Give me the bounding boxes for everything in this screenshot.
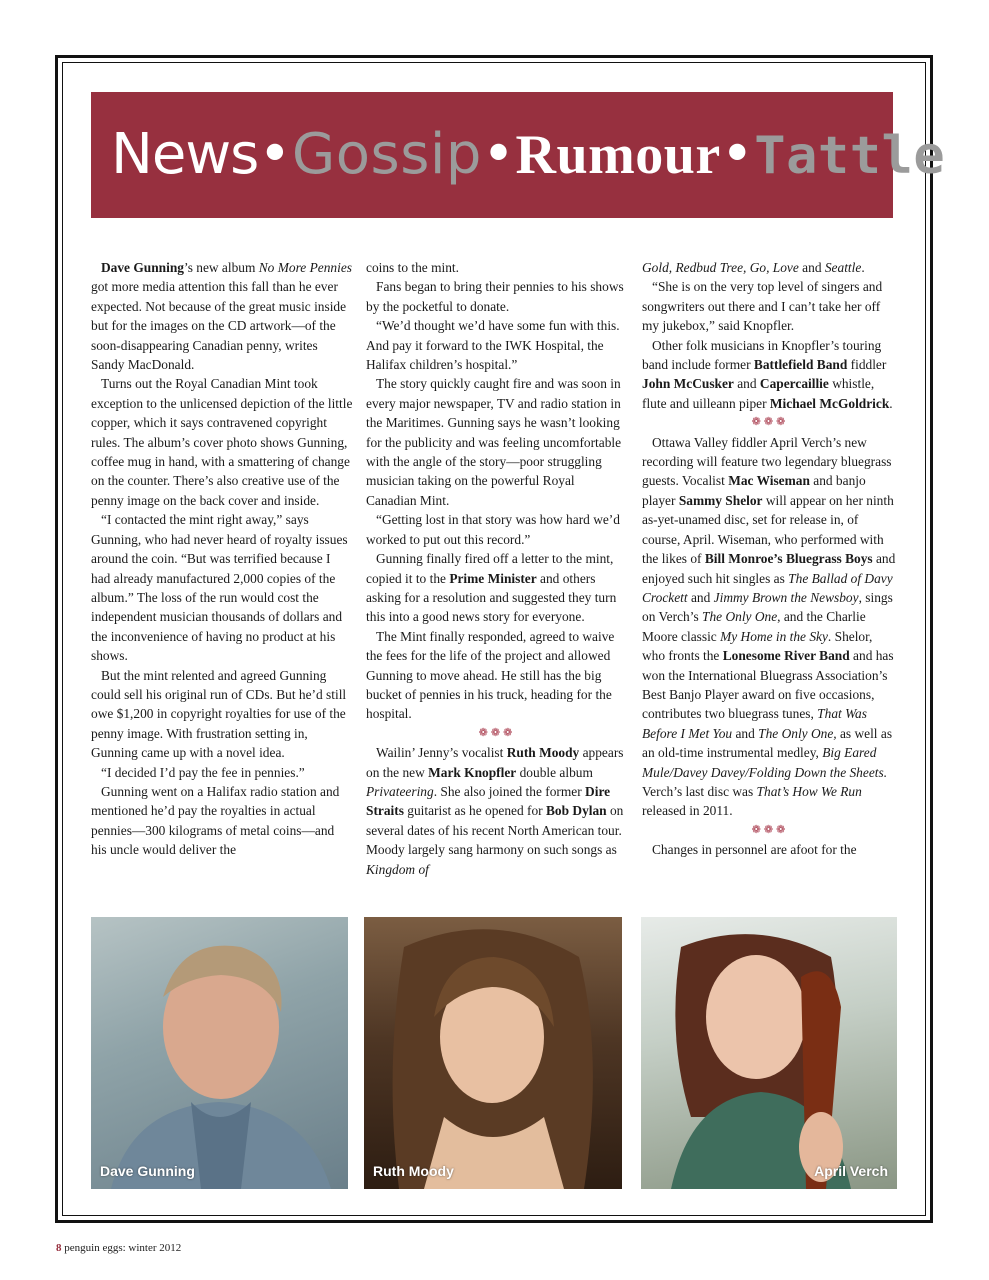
text-run: . [861,260,865,275]
banner-title [111,120,945,191]
name-bold: Sammy Shelor [678,492,763,508]
portrait-illustration [641,917,897,1189]
photo-caption: April Verch [814,1163,888,1179]
text-run: double album [516,764,593,780]
song-title: Seattle [824,260,862,275]
album-title: That’s How We Run [756,783,862,799]
text-run: and [687,589,714,605]
text-run: . [889,395,893,411]
publication-info: penguin eggs: winter 2012 [61,1242,182,1254]
song-title: Kingdom of [366,861,429,877]
name-bold: Mac Wiseman [728,473,810,489]
text-run: and others asking for a resolution and suggested they turn this into a good news story for everyone. [366,570,617,625]
text-run: and [733,376,760,392]
text-run: on several dates of his recent North American tour. Moody largely sang harmony on such songs as [366,803,624,858]
ornament-glyphs: ❁❁❁ [751,416,789,429]
banner-bullet: • [258,122,292,187]
album-title: No More Pennies [258,260,352,275]
name-bold: Bob Dylan [545,803,607,819]
name-bold: Prime Minister [449,570,537,586]
page-footer [56,1242,181,1254]
song-title: The Ballad of Davy Crockett [642,570,893,605]
paragraph [642,258,898,277]
article-column-2 [366,258,628,879]
name-bold: Bill Monroe’s Bluegrass Boys [704,551,873,567]
banner-word-gossip: Gossip [291,122,482,187]
name-bold: Lonesome River Band [722,648,850,664]
text-run: Other folk musicians in Knopfler’s touring band include former [642,337,882,373]
paragraph: “I contacted the mint right away,” says Gunning, who had never heard of royalty issues around the coin. “But was terrified because I had already manufactured 2,000 copies of the album.” The loss of the run would cost the independent musician thousands of dollars and the inconvenience of having no product at his shows. [91,512,348,664]
text-run: Ottawa Valley fiddler April Verch’s new recording will feature two legendary bluegrass guests. Vocalist [642,434,892,489]
article-column-1 [91,258,353,860]
text-run: guitarist as he opened for [403,803,546,819]
paragraph: “She is on the very top level of singers and songwriters out there and I can’t take her off my jukebox,” said Knopfler. [642,279,883,334]
page-number: 8 [56,1242,62,1254]
photo-caption: Dave Gunning [100,1163,195,1179]
text-run: and enjoyed such hit singles as [642,551,896,586]
photo-april-verch [641,917,897,1189]
section-ornament [366,724,628,743]
song-title: The Only One [702,609,778,625]
banner-word-news: News [111,122,259,187]
banner-word-tattle: Tattle [754,126,946,186]
paragraph [366,743,628,879]
paragraph: Turns out the Royal Canadian Mint took exception to the unlicensed depiction of the little copper, which it says contravened copyright rules. The album’s cover photo shows Gunning, coffee mug in hand, with a smattering of change on the counter. There’s also creative use of the penny image on the back cover and inside. [91,376,353,508]
name-bold: Mark Knopfler [428,764,517,780]
paragraph: But the mint relented and agreed Gunning could sell his original run of CDs. But he’d still owe $1,200 in copyright royalties for use of the penny image. With frustration setting in, Gunning came up with a novel idea. [91,667,347,761]
name-bold: Michael McGoldrick [769,395,890,411]
song-title: Big Eared Mule/Davey Davey/Folding Down the Sheets. [642,745,888,780]
text-run: appears on the new [366,745,624,780]
photo-caption: Ruth Moody [373,1163,454,1179]
text-run: ’s new album [183,260,259,275]
paragraph [642,336,898,414]
photo-dave-gunning [91,917,348,1189]
banner-bullet: • [481,122,516,187]
song-title: That Was Before I Met You [642,706,867,741]
name-bold: John McCusker [642,376,734,392]
paragraph: “I decided I’d pay the fee in pennies.” [101,764,305,780]
song-title: Jimmy Brown the Newsboy [713,589,859,605]
song-title: The Only One, [758,725,837,741]
paragraph: Fans began to bring their pennies to his shows by the pocketful to donate. [366,279,624,314]
text-run: and has won the International Bluegrass Association’s Best Banjo Player award on five occasions, contributes two bluegrass tunes, [642,648,894,722]
section-ornament [642,413,898,432]
song-title: My Home in the Sky [720,628,828,644]
name-bold: Capercaillie [759,376,829,392]
paragraph: coins to the mint. [366,260,459,275]
text-run: released in 2011. [642,803,733,819]
text-run: . Shelor, who fronts the [642,628,873,664]
paragraph [91,258,353,374]
name-bold: Ruth Moody [506,745,580,761]
text-run: Verch’s last disc was [642,783,757,799]
paragraph [366,549,628,627]
portrait-illustration [91,917,348,1189]
name-bold: Battlefield Band [753,357,848,373]
photo-ruth-moody [364,917,622,1189]
paragraph: Gunning went on a Halifax radio station and mentioned he’d pay the royalties in actual pennies—300 kilograms of metal coins—and his uncle would deliver the [91,783,340,858]
text-run: and [732,725,759,741]
name-bold: Dire Straits [366,783,611,819]
text-run: Gunning finally fired off a letter to the mint, copied it to the [366,551,614,586]
text-run: Wailin’ Jenny’s vocalist [376,745,507,761]
article-column-3 [642,258,898,860]
paragraph: Changes in personnel are afoot for the [652,842,857,858]
paragraph: “Getting lost in that story was how hard we’d worked to put out this record.” [366,512,620,547]
ornament-glyphs: ❁❁❁ [478,726,516,739]
name-bold: Dave Gunning [101,260,184,275]
text-run: as well as an old-time instrumental medley, [642,725,893,761]
paragraph: The Mint finally responded, agreed to waive the fees for the life of the project and allowed Gunning to move ahead. He still has the big bucket of pennies in his truck, heading for the hospital. [366,628,615,722]
portrait-illustration [364,917,622,1189]
text-run: fiddler [847,357,887,373]
text-run: got more media attention this fall than he ever expected. Not because of the great music inside but for the images on the CD artwork—of the soon-disappearing Canadian penny, writes Sandy MacDonald. [91,279,347,373]
text-run: and [798,260,825,275]
text-run: whistle, flute and uilleann piper [642,376,875,411]
text-run: . She also joined the former [433,783,586,799]
text-run: , sings on Verch’s [642,589,893,625]
text-run: will appear on her ninth as-yet-unamed disc, set for release in, of course, April. Wiseman, who performed with the likes of [642,492,894,567]
text-run: and banjo player [642,473,866,508]
section-banner [91,92,946,218]
ornament-glyphs: ❁❁❁ [751,823,789,836]
song-title: Gold, Redbud Tree, Go, Love [642,260,799,275]
banner-bullet: • [720,122,755,187]
paragraph: The story quickly caught fire and was soon in every major newspaper, TV and radio station in the Maritimes. Gunning says he wasn’t looking for the publicity and was feeling uncomfortable with the angle of the story—poor struggling musician taking on the powerful Royal Canadian Mint. [366,376,622,508]
text-run: , and the Charlie Moore classic [642,609,866,644]
banner-word-rumour: Rumour [515,124,721,186]
section-ornament [642,821,898,840]
paragraph: “We’d thought we’d have some fun with this. And pay it forward to the IWK Hospital, the Halifax children’s hospital.” [366,318,620,373]
album-title: Privateering [366,783,434,799]
paragraph [642,433,898,821]
